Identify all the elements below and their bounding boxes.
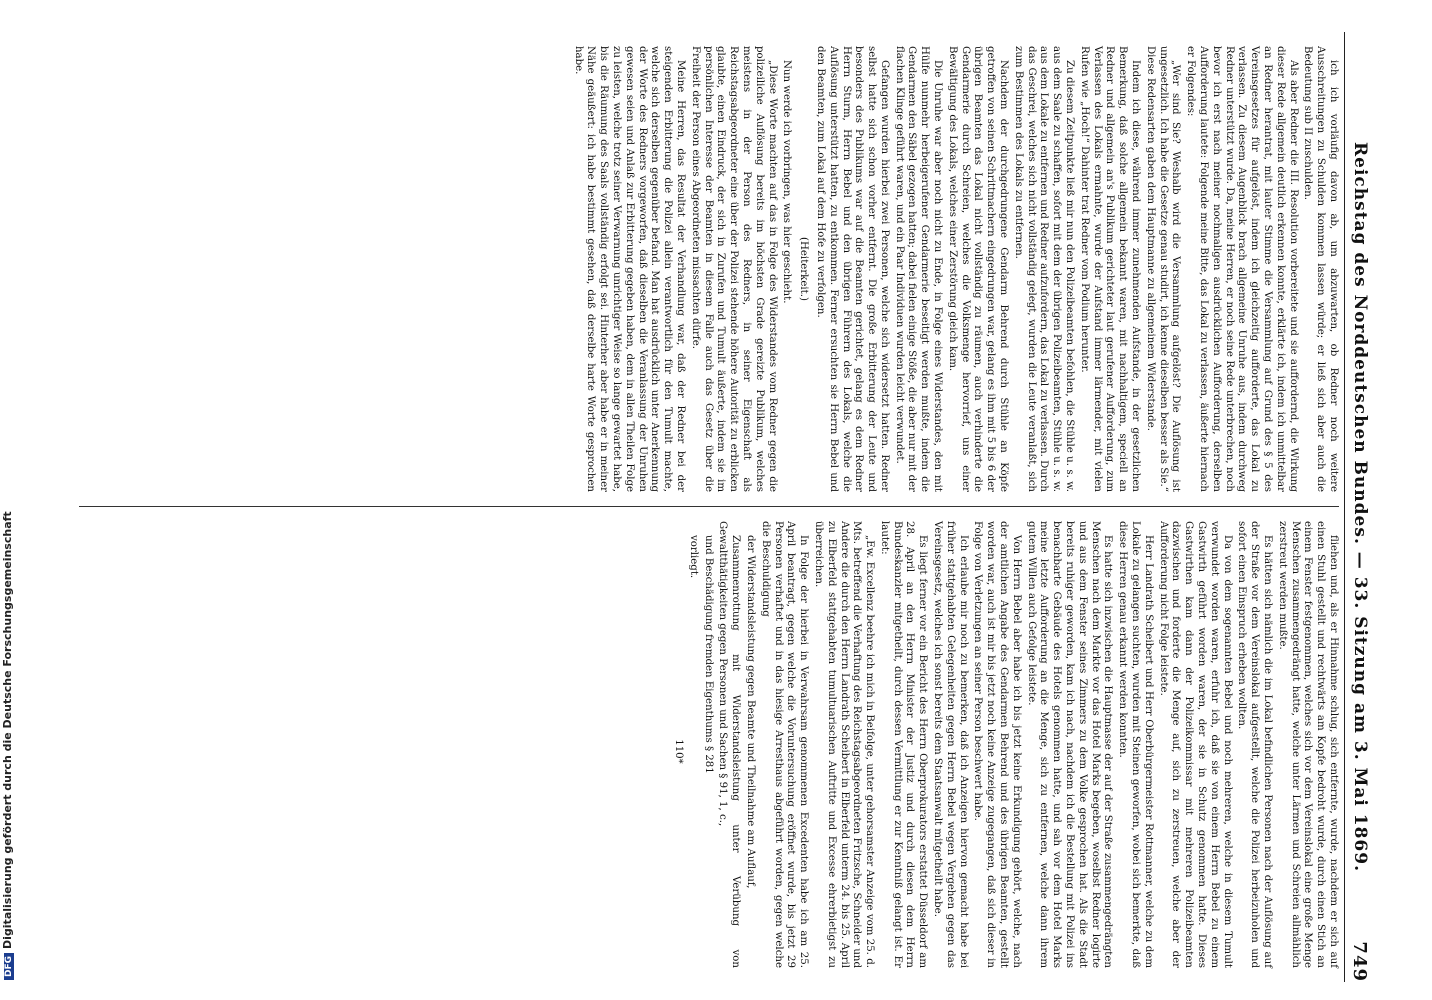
paragraph: „Diese Worte machten auf das in Folge des Widerstandes vom Redner gegen die polizeiliche Auflösung bereits im höchsten Grade gereizte Publikum, welches meistens in der Person des Redners, in seiner Eigenschaft als Reichstagsabgeordneter eine über der Polizei stehende höhere Autorität zu erblicken glaubte, einen Eindruck, der sich in Zurufen und Tumult äußerte, indem sie im persönlichen Interesse der Beamten in diesem Falle auch das Gesetz über die Freiheit der Person eines Abgeordneten missachten dürfe.	[689, 46, 778, 492]
dfg-logo: DFG	[4, 953, 14, 980]
paragraph: Meine Herren, das Resultat der Verhandlung war, daß der Redner bei der steigenden Erbitterung die Polizei allein verantwortlich für den Tumult machte, welche sich derselben gegenüber befand. Man hat ausdrücklich unter Anerkennung der Worte des Redners vorgeworfen, daß dieselben die Veranlassung der Unruhen gewesen seien und Anlaß zur Erbitterung gegeben haben, dem in allen Theilen Folge zu leisten, welche trotz seiner Verwarnung unrichtiger Weise so lange gewartet habe, bis die Räumung des Saals vollständig erfolgt sei. Hinterher aber habe er in meiner Nähe geäußert: ich habe bestimmt gesehen, daß derselbe harte Worte gesprochen habe.	[572, 46, 686, 492]
paragraph: Indem ich diese, während immer zunehmenden Aufstande, in der gesetzlichen Bemerkung, daß solche allgemein bekannt waren, mit nachhaltigem, speciell an Redner und allgemein an's Publikum gerichteter laut gerufener Aufforderung, zum Verlassen des Lokals ermahnte, wurde der Aufstand immer lärmender, mit vielen Rufen wie „Hoch!“ Dahinter trat Redner vom Podium herunter.	[1078, 46, 1142, 492]
paragraph: und Beschädigung fremden Eigenthums § 281	[702, 535, 714, 774]
paragraph: Nun werde ich vorbringen, was hier geschieht.	[781, 60, 793, 304]
paragraph: Zusammenrottung mit Widerstandsleistung unter Verübung von Gewaltthätigkeiten gegen Personen und Sachen § 91, 1, c.,	[717, 521, 742, 968]
paragraph: fliehen und, als er Hinnahme schlug, sich entfernte, wurde, nachdem er sich auf einen Stuhl gestellt und rechtwärts am Kopfe bedroht wurde, durch einen Stich an einem Fenster festgenommen, welches sich vor dem Vereinslokal eine große Menge Menschen zusammengedrängt hatte, welche unter Lärmen und Schreien allmählich zerstreut werden mußte.	[1276, 521, 1339, 968]
paragraph: Als aber Redner die III. Resolution vorbereitete und sie auffordernd, die Wirkung dieser Rede allgemein deutlich erkennen konnte, erklärte ich, indem ich unmittelbar an Redner herantrat, mit lauter Stimme die Versammlung auf Grund des § 5 des Vereinsgesetzes für aufgelöst, indem ich gleichzeitig aufforderte, das Lokal zu verlassen. Zu diesem Augenblick brach allgemeine Unruhe aus, indem durchweg Redner unterstützt wurde. Da, meine Herren, er noch seine Rede unterbrechen, noch bevor ich erst nach meiner nochmaligen ausdrücklichen Aufforderung, derselben Aufforderung lautete: Folgende meine Bitte, das Lokal zu verlassen, äußerte hiernach er Folgendes:	[1185, 46, 1299, 492]
running-title: Reichstag des Norddeutschen Bundes. — 33. Sitzung am 3. Mai 1869.	[1350, 142, 1370, 872]
paragraph: Es hätten sich nämlich die im Lokal befindlichen Personen nach der Auflösung auf der Straße vor dem Vereinslokal aufgestellt, welche die Polizei herbeizuholen und sofort einen Einspruch erheben wollten.	[1236, 521, 1274, 968]
paragraph: Es hatte sich inzwischen die Hauptmasse der auf der Straße zusammengedrängten Menschen nach dem Markte vor das Hotel Marks begeben, woselbst Redner logirte und aus dem Fenster seines Zimmers zu dem Volke gesprochen hat. Als die Stadt bereits ruhiger geworden, kam ich nach, nachdem ich die Bestellung mit Polizei ins benachbarte Gebäude des Hotels genommen hatte, und sah vor dem Hotel Marks meine letzte Aufforderung an die Menge, sich zu entfernen, welche dann ihrem gutem Willen auch Gefolge leistete.	[1025, 521, 1114, 968]
paragraph: ich ich vorläufig davon ab, um abzuwarten, ob Redner noch weitere Ausschreitungen zu Schulden kommen lassen würde; er ließ sich aber auch die Bedeutung sub II zuschulden.	[1302, 46, 1339, 492]
rotated-page-content	[65, 32, 1375, 982]
paragraph: „Ew. Excellenz beehre ich mich in Beifolge, unter gehorsamster Anzeige vom 25. d. Mts. betreffend die Verhaftung des Reichstagsabgeordneten Fritzsche, Schneider und Andere die durch den Herrn Landrath Scheibert in Elberfeld unterm 24. bis 25. April zu Elberfeld stattgehabten tumultuarischen Auftritte und Excesse ehrerbietigst zu überreichen.	[812, 521, 876, 968]
text-columns	[79, 32, 1339, 982]
page-header	[1344, 32, 1375, 982]
left-column	[79, 32, 1339, 507]
paragraph: Gefangen wurden hierbei zwei Personen, welche sich widersetzt hatten. Redner selbst hatte sich schon vorher entfernt. Die große Erbitterung der Leute und besonders des Publikums war auf die Beamten gerichtet, gelang es dem Redner Herrn Sturm, Herrn Bebel und den übrigen Führern des Lokals, welche die Auflösung unterstützt hatten, zu entkommen. Ferner ersuchten sie Herrn Bebel und den Beamten, zum Lokal auf dem Hofe zu verfolgen.	[814, 46, 890, 492]
signature-mark: 110*	[672, 739, 684, 764]
paragraph: Die Unruhe war aber noch nicht zu Ende, in Folge eines Widerstandes, den mit Hülfe nunmehr herbeigerufener Gendarmerie beseitigt werden mußte, indem die Gendarmen den Säbel gezogen hatten; dabei fielen einige Stöße, die aber nur mit der flachen Klinge geführt waren, und ein Paar Individuen wurden leicht verwundet.	[893, 46, 944, 492]
paragraph: Es liegt ferner vor ein Bericht des Herrn Oberprokurators erstattet Düsseldorf am 28. April an den Herrn Minister der Justiz und durch diesen dem Herrn Bundeskanzler mitgetheilt, durch dessen Vermittlung er zur Kenntniß gelangt ist. Er lautet:	[878, 521, 929, 968]
paragraph: (Heiterkeit.)	[798, 237, 810, 301]
right-column	[79, 507, 1339, 982]
paragraph: In Folge der hierbei in Verwahrsam genommenen Excedenten habe ich am 25. April beantragt, gegen welche die Voruntersuchung eröffnet wurde, bis jetzt 29 Personen verhaftet und in das hiesige Arresthaus abgeführt worden, gegen welche die Beschuldigung	[759, 521, 810, 968]
paragraph: „Wer sind Sie? Weshalb wird die Versammlung aufgelöst? Die Auflösung ist ungesetzlich. Ich habe die Gesetze genau studirt, ich kenne dieselben besser als Sie.“ Diese Redensarten gaben dem Hauptmanne zu allgemeinem Widerstande.	[1144, 46, 1182, 492]
paragraph: Ich erlaube mir noch zu bemerken, daß ich Anzeigen hiervon gemacht habe bei früher stattgehabten Gelegenheiten gegen Herrn Bebel wegen Vergehen gegen das Vereinsgesetz, welches ich sonst bereits dem Staatsanwalt mitgetheilt habe.	[932, 521, 969, 968]
paragraph: Von Herrn Bebel aber habe ich bis jetzt keine Erkundigung gehört, welche, nach der amtlichen Angabe des Gendarmen Behrend und des übrigen Beamten, gestellt worden war, auch ist mir bis jetzt noch keine Anzeige zugegangen, daß sich dieser in Folge von Verletzungen an seiner Person beschwert habe.	[972, 521, 1022, 968]
page-number: 749	[1349, 941, 1371, 982]
digitization-credit-strip	[0, 0, 20, 1000]
paragraph: Herr Landrath Scheibert und Herr Oberbürgermeister Rottmanner, welche zu dem Lokale zu gelangen suchten, wurden mit Steinen geworfen, wobei sich bemerkte, daß diese Herren genau erkannt werden konnten.	[1117, 521, 1154, 968]
paragraph: Da von dem sogenannten Bebel und noch mehreren, welche in diesem Tumult verwundet worden waren, erfuhr ich, daß sie von einem Herrn Bebel zu einem Gastwirth geführt worden waren, der sie in Schutz genommen hatte. Dieses Gastwirthen kam dann der Polizeikommissar mit mehreren Polizeibeamten dazwischen und forderte die Menge auf, sich zu zerstreuen, welche aber der Aufforderung nicht Folge leistete.	[1157, 521, 1233, 968]
paragraph: Nachdem der durchgedrungene Gendarm Behrend durch Stühle an Köpfe getroffen von seinen Schrittmachern eingedrungen war, gelang es ihm mit 5 bis 6 der übrigen Beamten das Lokal nicht vollständig zu räumen, auch verhinderte die Gendarmerie durch Schreien, welches die Volksmenge hervorrief, uns einer Bewältigung des Lokals, welches einer Zerstörung gleich kam.	[946, 46, 1010, 492]
paragraph: vorliegt.	[687, 535, 699, 579]
credit-text: Digitalisierung gefördert durch die Deutsche Forschungsgemeinschaft	[1, 511, 14, 949]
digitization-credit	[1, 0, 14, 1000]
paragraph: der Widerstandsleistung gegen Beamte und Theilnahme am Auflauf,	[744, 535, 756, 889]
paragraph: Zu diesem Zeitpunkte ließ mir nun den Polizeibeamten befohlen, die Stühle u. s. w. aus dem Saale zu schaffen, sofort mit dem der übrigen Polizeibeamten, Stühle u. s. w. aus dem Lokale zu entfernen und Redner aufzufordern, das Lokal zu verlassen. Durch das Geschrei, welches sich nicht vollständig gelegt, wurden die Leute veranlaßt, sich zum Bestimmen des Lokals zu entfernen.	[1012, 46, 1076, 492]
